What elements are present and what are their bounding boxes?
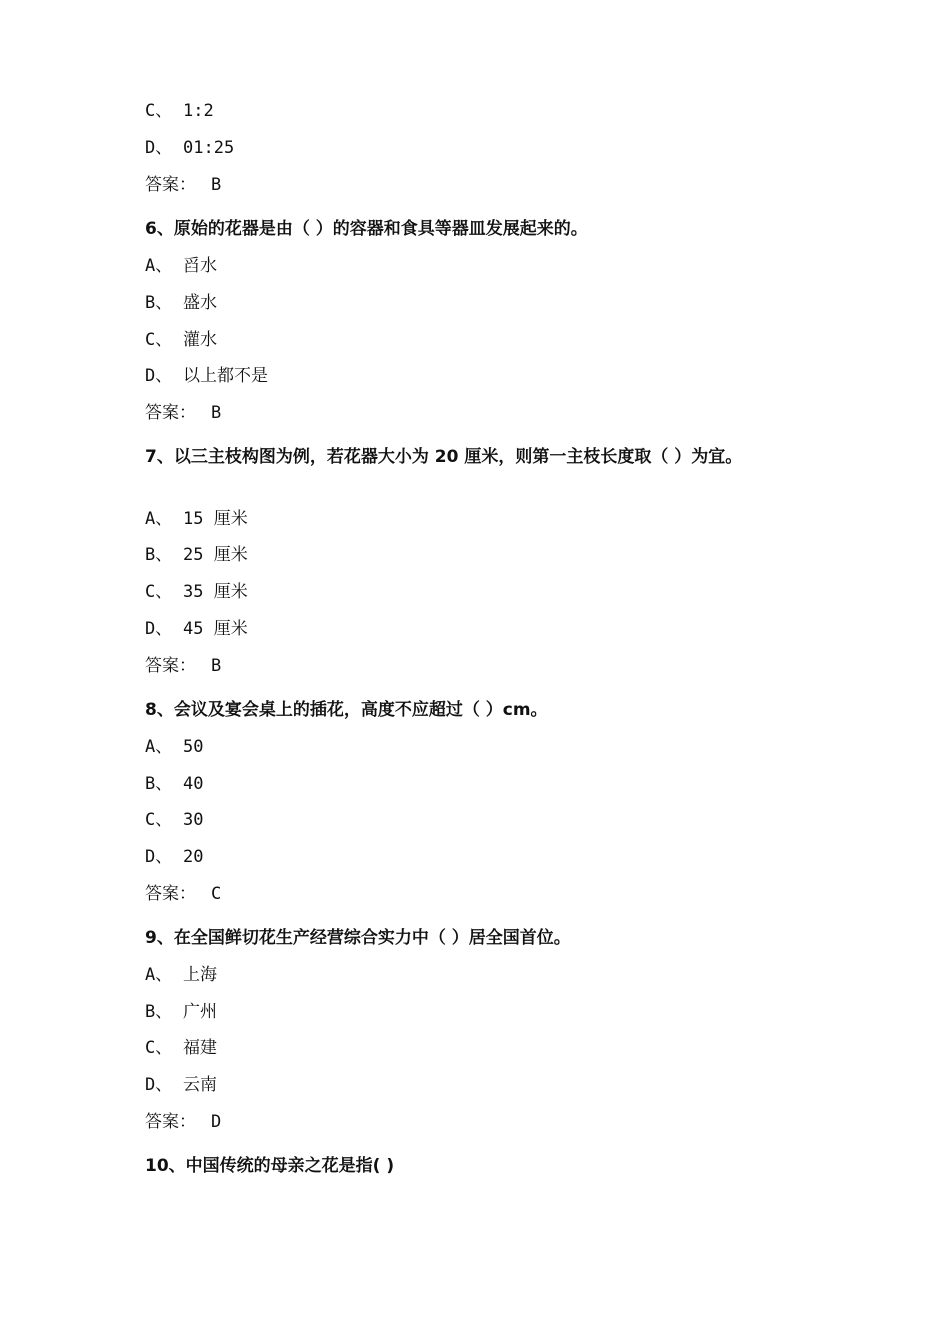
option-label: B、 <box>145 545 173 565</box>
option-label: C、 <box>145 330 173 350</box>
answer-label: 答案： <box>145 884 196 904</box>
option-label: B、 <box>145 774 173 794</box>
option-b <box>145 1000 217 1024</box>
option-text: 以上都不是 <box>183 366 268 386</box>
option-text: 上海 <box>183 965 217 985</box>
option-text: 15 厘米 <box>183 509 248 529</box>
option-d <box>145 364 268 388</box>
option-c <box>145 1036 217 1060</box>
option-text: 盛水 <box>183 293 217 313</box>
answer-value: B <box>211 656 222 676</box>
option-b <box>145 291 217 315</box>
option-c <box>145 580 248 604</box>
option-d <box>145 136 234 160</box>
option-c <box>145 808 203 832</box>
option-text: 舀水 <box>183 256 217 276</box>
option-c <box>145 99 214 123</box>
option-label: C、 <box>145 101 173 121</box>
option-d <box>145 617 248 641</box>
option-label: D、 <box>145 619 173 639</box>
option-text: 福建 <box>183 1038 217 1058</box>
option-label: B、 <box>145 293 173 313</box>
option-b <box>145 772 203 796</box>
option-text: 50 <box>183 737 204 757</box>
question-9: 9、在全国鲜切花生产经营综合实力中（ ）居全国首位。 <box>145 928 571 948</box>
option-label: D、 <box>145 847 173 867</box>
question-6: 6、原始的花器是由（ ）的容器和食具等器皿发展起来的。 <box>145 219 588 239</box>
question-8: 8、会议及宴会桌上的插花，高度不应超过（ ）cm。 <box>145 700 548 720</box>
option-text: 20 <box>183 847 204 867</box>
option-label: D、 <box>145 1075 173 1095</box>
option-a <box>145 507 248 531</box>
option-label: A、 <box>145 509 173 529</box>
option-label: D、 <box>145 138 173 158</box>
answer-line <box>145 173 221 197</box>
option-label: A、 <box>145 737 173 757</box>
option-text: 25 厘米 <box>183 545 248 565</box>
option-label: A、 <box>145 965 173 985</box>
option-label: A、 <box>145 256 173 276</box>
option-a <box>145 254 217 278</box>
option-text: 40 <box>183 774 204 794</box>
answer-value: B <box>211 403 222 423</box>
option-text: 45 厘米 <box>183 619 248 639</box>
answer-label: 答案： <box>145 403 196 423</box>
answer-line <box>145 654 221 678</box>
option-text: 01:25 <box>183 138 235 158</box>
option-label: D、 <box>145 366 173 386</box>
option-a <box>145 735 203 759</box>
option-label: C、 <box>145 582 173 602</box>
option-a <box>145 963 217 987</box>
answer-line <box>145 1110 221 1134</box>
option-label: B、 <box>145 1002 173 1022</box>
answer-label: 答案： <box>145 175 196 195</box>
option-d <box>145 845 203 869</box>
option-d <box>145 1073 217 1097</box>
answer-line <box>145 401 221 425</box>
answer-line <box>145 882 221 906</box>
answer-value: B <box>211 175 222 195</box>
option-text: 灌水 <box>183 330 217 350</box>
answer-value: D <box>211 1112 222 1132</box>
option-label: C、 <box>145 810 173 830</box>
answer-label: 答案： <box>145 1112 196 1132</box>
option-b <box>145 543 248 567</box>
answer-value: C <box>211 884 222 904</box>
option-text: 云南 <box>183 1075 217 1095</box>
question-7: 7、以三主枝构图为例，若花器大小为 20 厘米，则第一主枝长度取（ ）为宜。 <box>145 447 743 467</box>
option-text: 广州 <box>183 1002 217 1022</box>
option-label: C、 <box>145 1038 173 1058</box>
option-c <box>145 328 217 352</box>
question-10: 10、中国传统的母亲之花是指( ) <box>145 1156 395 1176</box>
option-text: 30 <box>183 810 204 830</box>
option-text: 35 厘米 <box>183 582 248 602</box>
answer-label: 答案： <box>145 656 196 676</box>
option-text: 1:2 <box>183 101 214 121</box>
